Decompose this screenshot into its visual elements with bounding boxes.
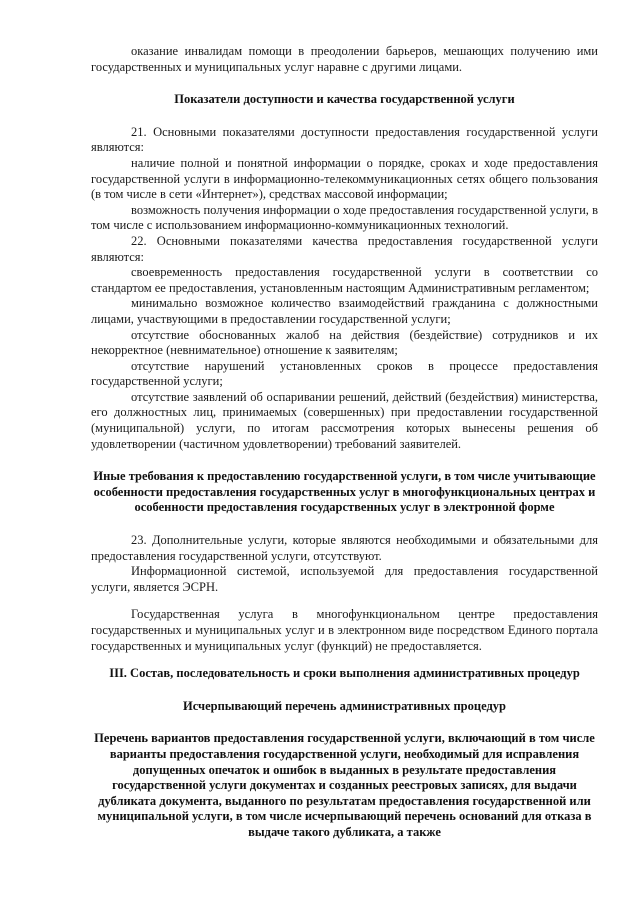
paragraph-22-intro: 22. Основными показателями качества предоставления государственной услуги являются: — [91, 233, 598, 264]
paragraph-23: 23. Дополнительные услуги, которые являются необходимыми и обязательными для предоставления государственной услуги, отсутствуют. — [91, 533, 598, 563]
heading-section-iii: III. Состав, последовательность и сроки выполнения административных процедур — [109, 666, 580, 681]
paragraph-info-system: Информационной системой, используемой для предоставления государственной услуги, является ЭСРН. — [91, 564, 598, 594]
paragraph-22-item: своевременность предоставления государственной услуги в соответствии со стандартом ее предоставления, установленным настоящим Административным регламентом; — [91, 265, 598, 295]
heading-other-requirements: Иные требования к предоставлению государственной услуги, в том числе учитывающие особенности предоставления государственных услуг в многофункциональных центрах и особенности предоставления государственных услуг в электронной форме — [93, 469, 596, 515]
subheading-procedures-list: Исчерпывающий перечень административных процедур — [183, 698, 506, 713]
heading-accessibility-quality: Показатели доступности и качества государственной услуги — [174, 92, 515, 107]
paragraph-22-item: отсутствие заявлений об оспаривании решений, действий (бездействия) министерства, его должностных лиц, принимаемых (совершенных) при предоставлении государственной (муниципальной) услуги, по итогам рассмотрения которых вынесены решения об удовлетворении (частичном удовлетворении) требований заявителей. — [91, 389, 598, 451]
paragraph-21-item: наличие полной и понятной информации о порядке, сроках и ходе предоставления государственной услуги в информационно-телекоммуникационных сетях общего пользования (в том числе в сети «Интернет»), средствах массовой информации; — [91, 155, 598, 202]
paragraph-variants-list: Перечень вариантов предоставления государственной услуги, включающий в том числе варианты предоставления государственной услуги, необходимый для исправления допущенных опечаток и ошибок в выданных в результате предоставления государственной услуги документах и созданных реестровых записях, для выдачи дубликата документа, выданного по результатам предоставления государственной или муниципальной услуги, в том числе исчерпывающий перечень оснований для отказа в выдаче такого дубликата, а также — [94, 731, 595, 839]
paragraph-22-item: отсутствие обоснованных жалоб на действия (бездействие) сотрудников и их некорректное (невнимательное) отношение к заявителям; — [91, 327, 598, 358]
paragraph-mfc: Государственная услуга в многофункциональном центре предоставления государственных и муниципальных услуг и в электронном виде посредством Единого портала государственных и муниципальных услуг (функций) не предоставляется. — [91, 607, 598, 653]
paragraph-21-item: возможность получения информации о ходе предоставления государственной услуги, в том числе с использованием информационно-коммуникационных технологий. — [91, 202, 598, 233]
document-body — [91, 44, 598, 841]
paragraph-22-item: минимально возможное количество взаимодействий гражданина с должностными лицами, участвующими в предоставлении государственной услуги; — [91, 296, 598, 326]
continuation-paragraph: оказание инвалидам помощи в преодолении барьеров, мешающих получению ими государственных и муниципальных услуг наравне с другими лицами. — [91, 44, 598, 74]
paragraph-22-item: отсутствие нарушений установленных сроков в процессе предоставления государственной услуги; — [91, 358, 598, 389]
paragraph-21-intro: 21. Основными показателями доступности предоставления государственной услуги являются: — [91, 124, 598, 155]
